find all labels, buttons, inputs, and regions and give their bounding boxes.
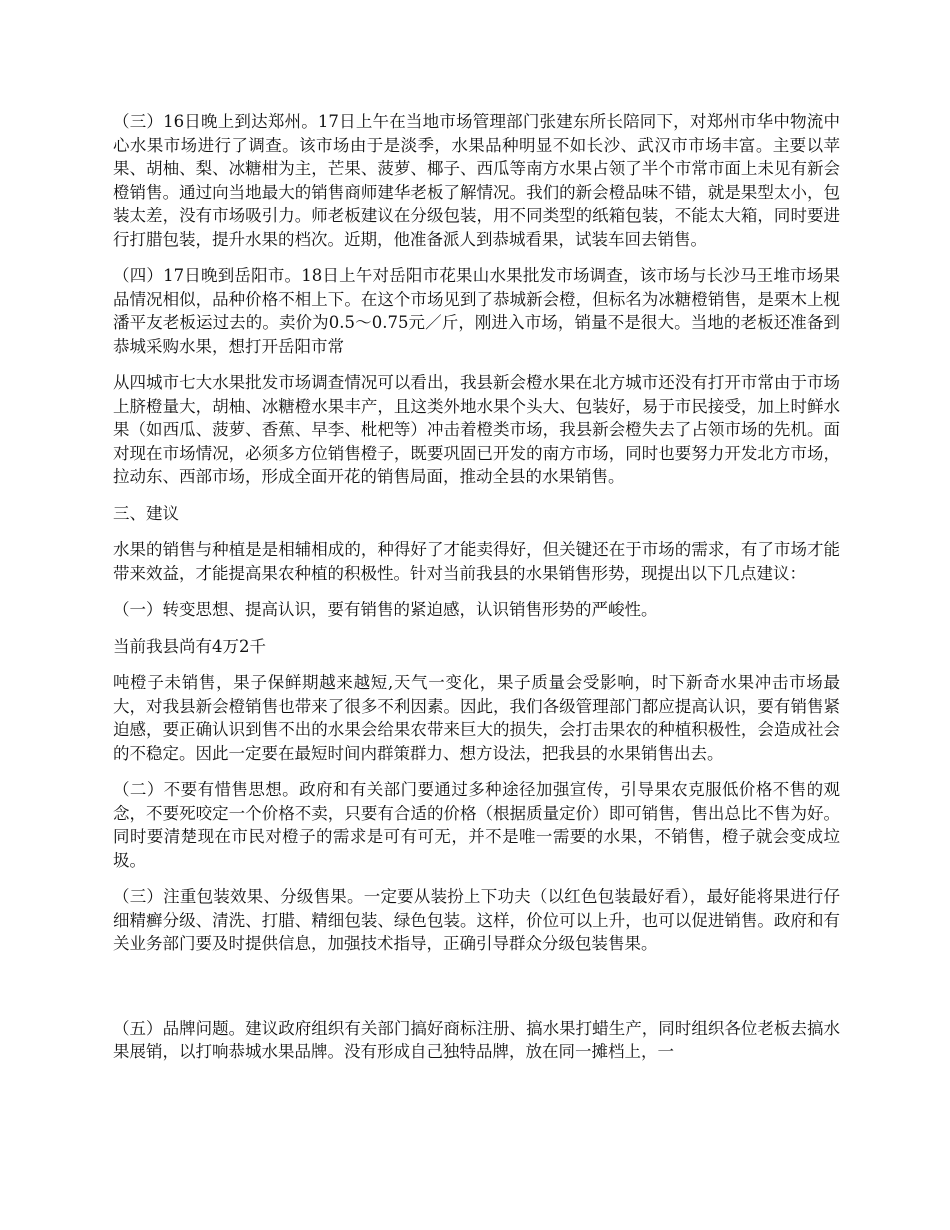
paragraph-remaining-stock: 当前我县尚有4万2千 <box>113 636 266 656</box>
blank-spacer <box>113 969 840 1017</box>
paragraph-survey-conclusion: 从四城市七大水果批发市场调查情况可以看出，我县新会橙水果在北方城市还没有打开市常由于市场上脐橙量大，胡柚、冰糖橙水果丰产，且这类外地水果个头大、包装好，易于市民接受，加上时鲜水果（如西瓜、菠萝、香蕉、早李、枇杷等）冲击着橙类市场，我县新会橙失去了占领市场的先机。面对现在市场情况，必须多方位销售橙子，既要巩固已开发的南方市场，同时也要努力开发北方市场，拉动东、西部市场，形成全面开花的销售局面，推动全县的水果销售。 <box>113 373 840 486</box>
suggestion-3-paragraph: （三）注重包装效果、分级售果。一定要从装扮上下功夫（以红色包装最好看），最好能将果进行仔细精癣分级、清洗、打腊、精细包装、绿色包装。这样，价位可以上升，也可以促进销售。政府和有关业务部门要及时提供信息，加强技术指导，正确引导群众分级包装售果。 <box>113 887 840 953</box>
paragraph-urgency: 吨橙子未销售，果子保鲜期越来越短,天气一变化，果子质量会受影响，时下新奇水果冲击市场最大，对我县新会橙销售也带来了很多不利因素。因此，我们各级管理部门都应提高认识，要有销售紧迫感，要正确认识到售不出的水果会给果农带来巨大的损失，会打击果农的种植积极性，会造成社会的不稳定。因此一定要在最短时间内群策群力、想方设法，把我县的水果销售出去。 <box>113 673 840 763</box>
section-heading-suggestions: 三、建议 <box>113 503 179 523</box>
paragraph-yueyang-survey: （四）17日晚到岳阳市。18日上午对岳阳市花果山水果批发市场调查，该市场与长沙马王堆市场果品情况相似，品种价格不相上下。在这个市场见到了恭城新会橙，但标名为冰糖橙销售，是栗木上枧潘平友老板运过去的。卖价为0.5～0.75元／斤，刚进入市场，销量不是很大。当地的老板还准备到恭城采购水果，想打开岳阳市常 <box>113 266 840 356</box>
paragraph-zhengzhou-survey: （三）16日晚上到达郑州。17日上午在当地市场管理部门张建东所长陪同下，对郑州市华中物流中心水果市场进行了调查。该市场由于是淡季，水果品种明显不如长沙、武汉市市场丰富。主要以苹果、胡柚、梨、冰糖柑为主，芒果、菠萝、椰子、西瓜等南方水果占领了半个市常市面上未见有新会橙销售。通过向当地最大的销售商师建华老板了解情况。我们的新会橙品味不错，就是果型太小，包装太差，没有市场吸引力。师老板建议在分级包装，用不同类型的纸箱包装，不能太大箱，同时要进行打腊包装，提升水果的档次。近期，他准备派人到恭城看果，试装车回去销售。 <box>113 112 840 249</box>
suggestion-2-paragraph: （二）不要有惜售思想。政府和有关部门要通过多种途径加强宣传，引导果农克服低价格不售的观念，不要死咬定一个价格不卖，只要有合适的价格（根据质量定价）即可销售，售出总比不售为好。同时要清楚现在市民对橙子的需求是可有可无，并不是唯一需要的水果，不销售，橙子就会变成垃圾。 <box>113 780 840 870</box>
suggestion-5-paragraph: （五）品牌问题。建议政府组织有关部门搞好商标注册、搞水果打蜡生产，同时组织各位老板去搞水果展销，以打响恭城水果品牌。没有形成自己独特品牌，放在同一摊档上，一 <box>113 1018 840 1061</box>
document-body <box>113 110 840 1077</box>
paragraph-suggestions-intro: 水果的销售与种植是是相辅相成的，种得好了才能卖得好，但关键还在于市场的需求，有了市场才能带来效益，才能提高果农种植的积极性。针对当前我县的水果销售形势，现提出以下几点建议： <box>113 540 840 583</box>
suggestion-1-heading: （一）转变思想、提高认识，要有销售的紧迫感，认识销售形势的严峻性。 <box>113 600 658 619</box>
